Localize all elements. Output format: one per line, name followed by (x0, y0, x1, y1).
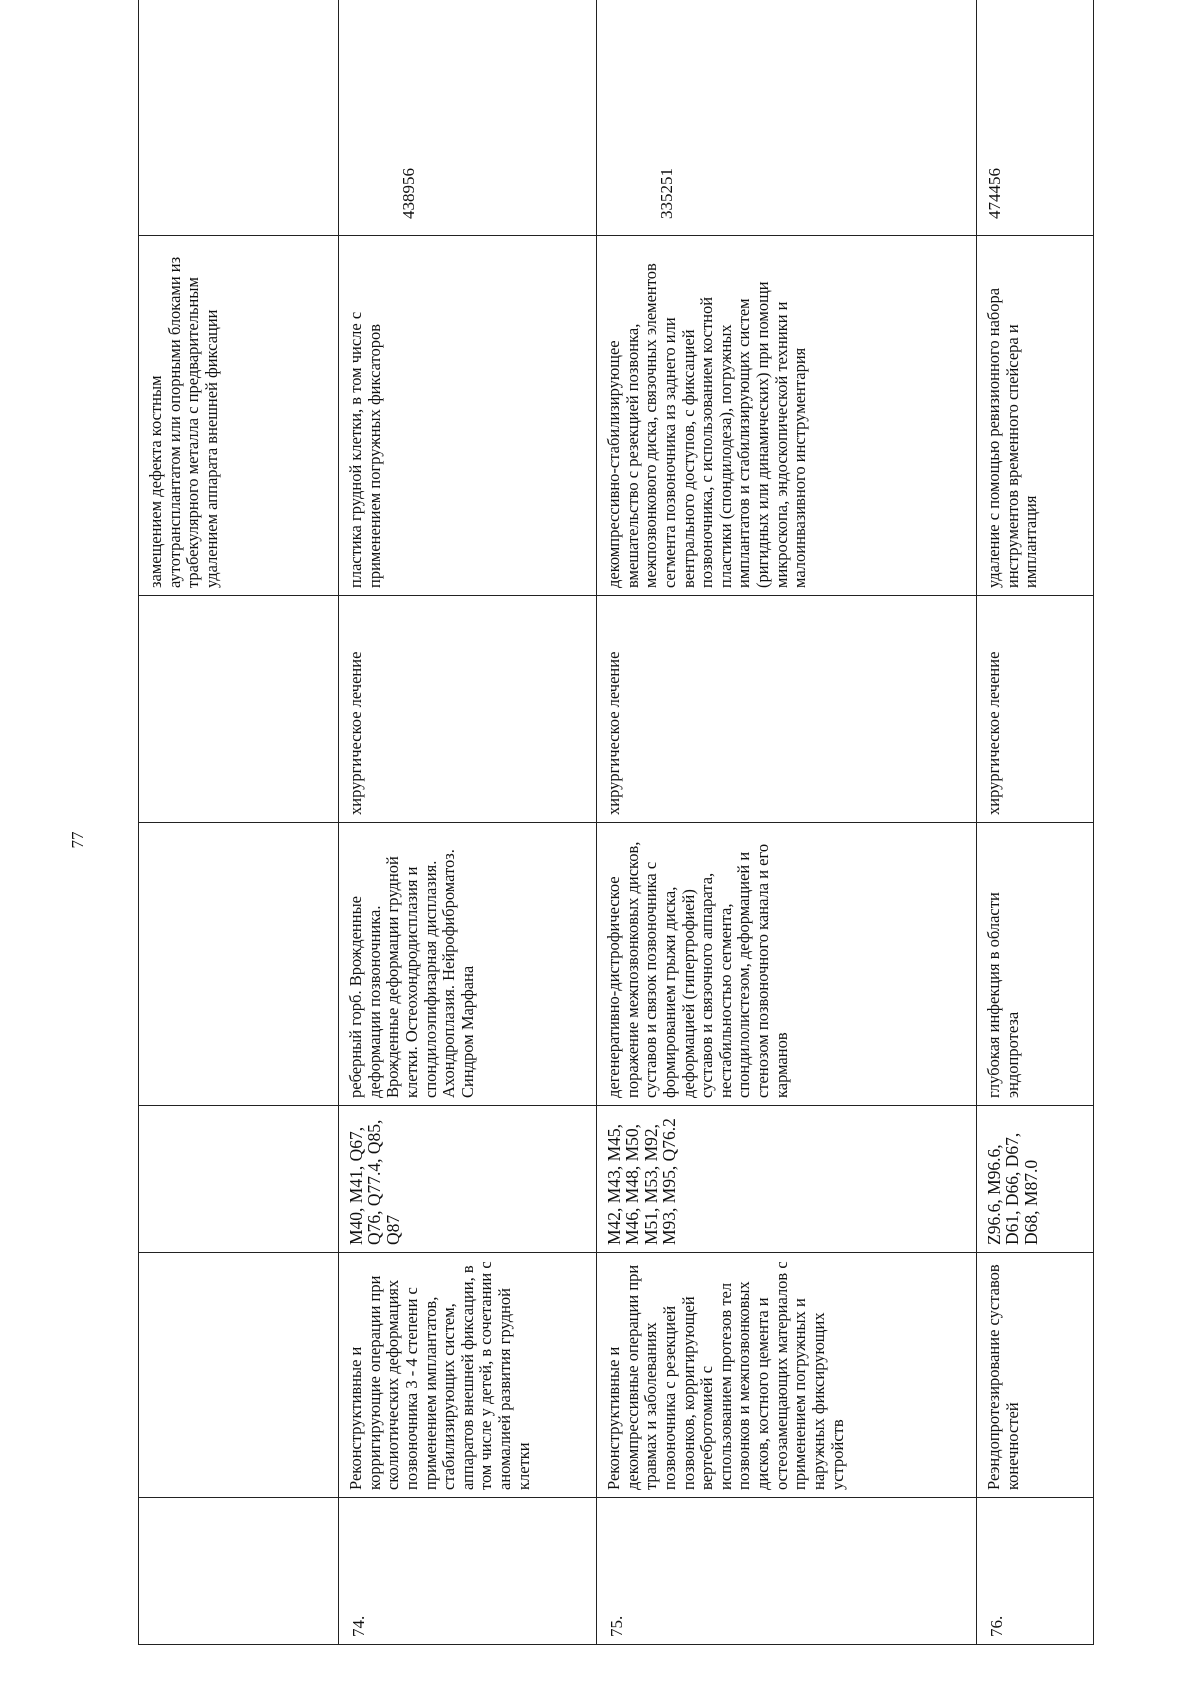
cost (139, 0, 339, 236)
diagnosis: глубокая инфекция в области эндопротеза (977, 823, 1094, 1106)
cost: 438956 (339, 0, 597, 236)
diagnosis: дегенеративно-дистрофическое поражение межпозвонковых дисков, суставов и связок позвоночника с формированием грыжи диска, деформацией (гипертрофией) суставов и связочного аппарата, нестабильностью сегмента, спондилолистезом, деформацией и стенозом позвоночного канала и его карманов (597, 823, 977, 1106)
table-row (597, 0, 977, 1645)
treatment-type (139, 596, 339, 823)
row-number: 76. (977, 1498, 1094, 1645)
procedure-name: Реконструктивные и декомпрессивные операции при травмах и заболеваниях позвоночника с резекцией позвонков, корригирующей вертебротомией с использованием протезов тел позвонков и межпозвонковых дисков, костного цемента и остеозамещающих материалов с применением погружных и наружных фиксирующих устройств (597, 1253, 977, 1498)
treatment-type: хирургическое лечение (977, 596, 1094, 823)
treatment-method: пластика грудной клетки, в том числе с применением погружных фиксаторов (339, 236, 597, 596)
rotated-table-container (138, 55, 1093, 1645)
row-number (139, 1498, 339, 1645)
treatment-method: удаление с помощью ревизионного набора инструментов временного спейсера и имплантация (977, 236, 1094, 596)
table-row (977, 0, 1094, 1645)
procedure-name: Реэндопротезирование суставов конечностей (977, 1253, 1094, 1498)
icd-codes: M42, M43, M45, M46, M48, M50, M51, M53, M92, M93, M95, Q76.2 (597, 1106, 977, 1253)
procedures-table (138, 0, 1094, 1645)
icd-codes: M40, M41, Q67, Q76, Q77.4, Q85, Q87 (339, 1106, 597, 1253)
cost: 335251 (597, 0, 977, 236)
icd-codes (139, 1106, 339, 1253)
treatment-method: декомпрессивно-стабилизирующее вмешательство с резекцией позвонка, межпозвонкового диска, связочных элементов сегмента позвоночника из заднего или вентрального доступов, с фиксацией позвоночника, с использованием костной пластики (спондилодеза), погружных имплантатов и стабилизирующих систем (ригидных или динамических) при помощи микроскопа, эндоскопической техники и малоинвазивного инструментария (597, 236, 977, 596)
diagnosis (139, 823, 339, 1106)
table-row (339, 0, 597, 1645)
icd-codes: Z96.6, M96.6, D61, D66, D67, D68, M87.0 (977, 1106, 1094, 1253)
page-number: 77 (68, 831, 87, 849)
table-row (139, 0, 339, 1645)
row-number: 74. (339, 1498, 597, 1645)
treatment-type: хирургическое лечение (597, 596, 977, 823)
row-number: 75. (597, 1498, 977, 1645)
treatment-method: замещением дефекта костным аутотрансплантатом или опорными блоками из трабекулярного металла с предварительным удалением аппарата внешней фиксации (139, 236, 339, 596)
treatment-type: хирургическое лечение (339, 596, 597, 823)
procedure-name: Реконструктивные и корригирующие операции при сколиотических деформациях позвоночника 3 - 4 степени с применением имплантатов, стабилизирующих систем, аппаратов внешней фиксации, в том числе у детей, в сочетании с аномалией развития грудной клетки (339, 1253, 597, 1498)
cost: 474456 (977, 0, 1094, 236)
diagnosis: реберный горб. Врожденные деформации позвоночника. Врожденные деформации грудной клетки. Остеохондродисплазия и спондилоэпифизарная дисплазия. Ахондроплазия. Нейрофиброматоз. Синдром Марфана (339, 823, 597, 1106)
procedure-name (139, 1253, 339, 1498)
